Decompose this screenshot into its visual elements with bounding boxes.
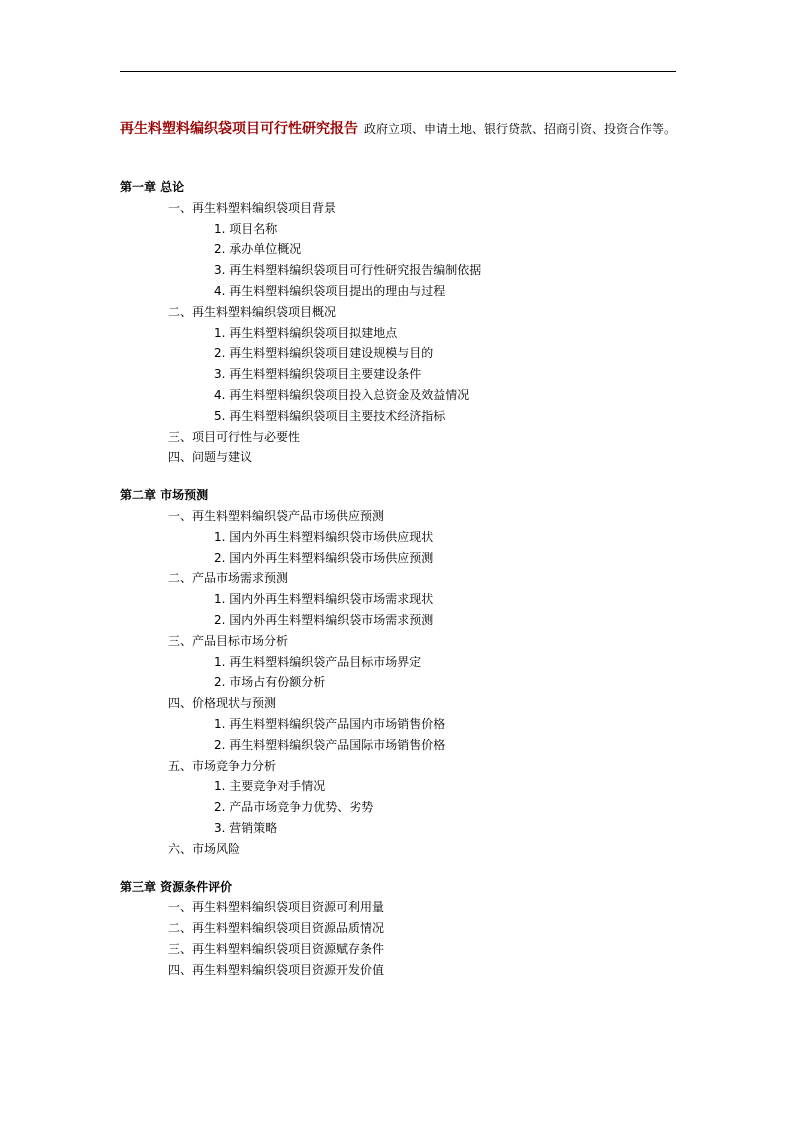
subsection-item: 2. 国内外再生料塑料编织袋市场供应预测 [214,550,434,565]
subsection-item: 1. 再生料塑料编织袋项目拟建地点 [214,325,398,340]
subsection-item: 5. 再生料塑料编织袋项目主要技术经济指标 [214,408,446,423]
chapter-2 [120,485,720,859]
subsection-item: 2. 国内外再生料塑料编织袋市场需求预测 [214,612,434,627]
section-title: 四、问题与建议 [168,450,253,465]
subsection-item: 1. 再生料塑料编织袋产品国内市场销售价格 [214,716,446,731]
subsection-item: 2. 再生料塑料编织袋产品国际市场销售价格 [214,737,446,752]
header-rule [120,71,676,72]
document-title: 再生料塑料编织袋项目可行性研究报告 [120,121,358,137]
chapter-title: 第三章 资源条件评价 [120,879,233,894]
chapter-title: 第二章 市场预测 [120,488,209,503]
subsection-item: 1. 国内外再生料塑料编织袋市场需求现状 [214,592,434,607]
subsection-item: 2. 再生料塑料编织袋项目建设规模与目的 [214,346,434,361]
title-line [120,118,700,139]
subsection-item: 4. 再生料塑料编织袋项目提出的理由与过程 [214,283,446,298]
chapter-1 [120,177,720,468]
section-title: 一、再生料塑料编织袋项目背景 [168,200,337,215]
section-title: 三、再生料塑料编织袋项目资源赋存条件 [168,941,385,956]
section-title: 二、再生料塑料编织袋项目概况 [168,304,337,319]
section-title: 六、市场风险 [168,841,241,856]
subsection-item: 1. 项目名称 [214,221,278,236]
section-title: 五、市场竞争力分析 [168,758,277,773]
subsection-item: 1. 主要竞争对手情况 [214,779,326,794]
section-title: 三、项目可行性与必要性 [168,429,301,444]
chapter-title: 第一章 总论 [120,180,185,194]
subsection-item: 3. 再生料塑料编织袋项目可行性研究报告编制依据 [214,263,482,278]
subsection-item: 1. 国内外再生料塑料编织袋市场供应现状 [214,529,434,544]
subsection-item: 2. 承办单位概况 [214,242,302,257]
subsection-item: 2. 市场占有份额分析 [214,675,326,690]
section-title: 四、价格现状与预测 [168,696,277,711]
subsection-item: 3. 再生料塑料编织袋项目主要建设条件 [214,367,422,382]
section-title: 三、产品目标市场分析 [168,633,289,648]
chapter-3 [120,877,720,981]
document-subtitle: 政府立项、申请土地、银行贷款、招商引资、投资合作等。 [364,122,677,136]
section-title: 二、再生料塑料编织袋项目资源品质情况 [168,921,385,936]
section-title: 一、再生料塑料编织袋项目资源可利用量 [168,900,385,915]
subsection-item: 3. 营销策略 [214,820,278,835]
table-of-contents [120,177,720,997]
section-title: 一、再生料塑料编织袋产品市场供应预测 [168,508,385,523]
section-title: 二、产品市场需求预测 [168,571,289,586]
section-title: 四、再生料塑料编织袋项目资源开发价值 [168,962,385,977]
subsection-item: 2. 产品市场竞争力优势、劣势 [214,800,374,815]
subsection-item: 4. 再生料塑料编织袋项目投入总资金及效益情况 [214,387,470,402]
subsection-item: 1. 再生料塑料编织袋产品目标市场界定 [214,654,422,669]
